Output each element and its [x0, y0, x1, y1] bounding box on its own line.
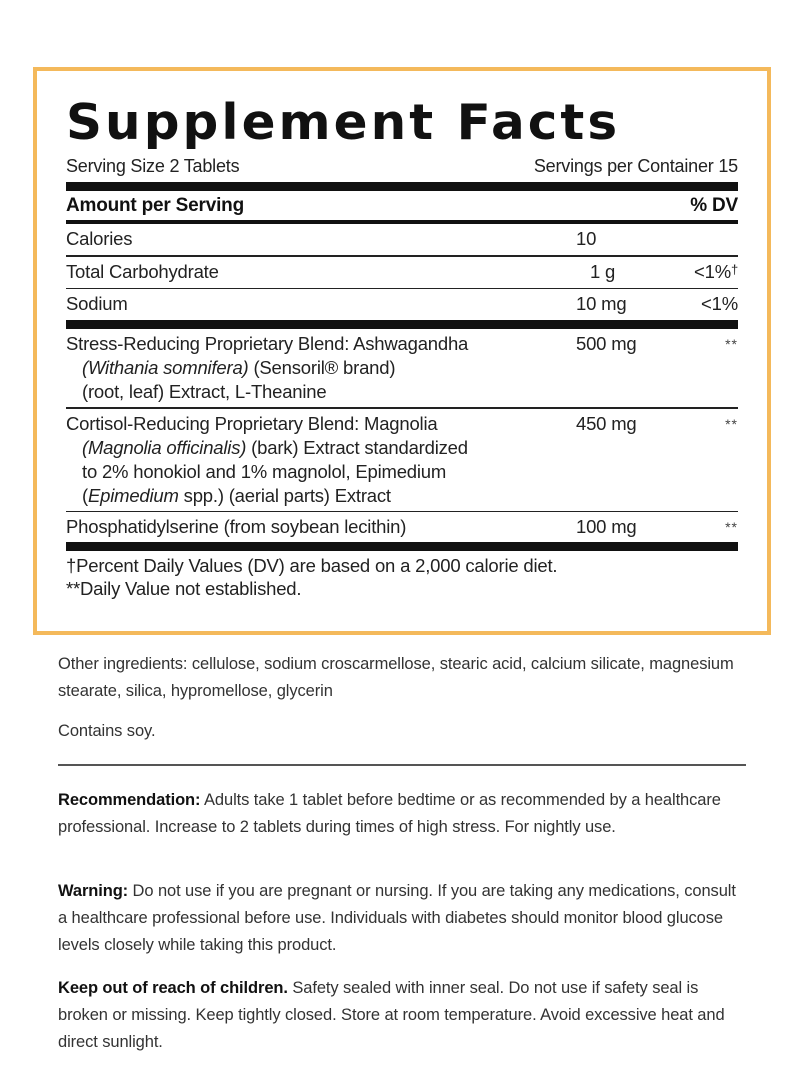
serving-info — [66, 155, 738, 177]
footnote-not-established: **Daily Value not established. — [66, 578, 302, 599]
recommendation-section — [58, 787, 746, 841]
blend-dv: ** — [725, 415, 738, 432]
blend-text: (Sensoril® brand) — [248, 357, 396, 378]
table-row — [66, 257, 738, 288]
ingredient-dv: ** — [725, 519, 738, 535]
keep-out-label: Keep out of reach of children. — [58, 979, 288, 997]
blend-line — [66, 356, 576, 380]
recommendation-text: Adults take 1 tablet before bedtime or as recommended by a healthcare professional. Increase to 2 tablets during times of high stress. For nightly use. — [58, 791, 721, 836]
table-row — [66, 512, 738, 542]
contains-text: Contains soy. — [58, 722, 156, 740]
nutrient-name: Calories — [66, 228, 133, 249]
nutrient-name: Total Carbohydrate — [66, 260, 219, 282]
blend-text: spp.) (aerial parts) Extract — [178, 484, 391, 506]
dv-label: % DV — [690, 195, 738, 216]
table-row — [66, 409, 738, 511]
blend-line: Stress-Reducing Proprietary Blend: Ashwagandha — [66, 333, 469, 354]
blend-line — [66, 436, 576, 460]
blend-name — [66, 332, 576, 404]
supplement-facts-content — [66, 71, 738, 600]
other-ingredients — [58, 651, 746, 705]
nutrient-amount: 10 — [576, 228, 597, 249]
blend-text: (bark) Extract standardized — [246, 436, 468, 458]
warning-label: Warning: — [58, 882, 129, 900]
nutrient-dv — [676, 260, 738, 284]
dagger-mark: † — [730, 261, 738, 277]
nutrient-amount: 10 mg — [576, 293, 627, 314]
nutrient-dv: <1% — [701, 293, 738, 314]
table-header — [66, 191, 738, 220]
footnotes — [66, 554, 738, 600]
table-row — [66, 224, 738, 255]
botanical-name: Epimedium — [87, 484, 179, 506]
blend-line: Cortisol-Reducing Proprietary Blend: Magnolia — [66, 412, 438, 434]
footnote-dv: †Percent Daily Values (DV) are based on a 2,000 calorie diet. — [66, 555, 558, 576]
divider-thick — [66, 542, 738, 551]
amount-per-serving-label: Amount per Serving — [66, 195, 244, 216]
warning-section — [58, 878, 746, 959]
keep-out-section — [58, 975, 746, 1056]
panel-title: Supplement Facts — [66, 94, 621, 151]
allergen-statement — [58, 718, 746, 745]
supplement-facts-panel — [33, 67, 771, 635]
blend-amount: 450 mg — [576, 412, 637, 434]
blend-dv: ** — [725, 336, 738, 352]
blend-line — [66, 484, 576, 508]
blend-text: ( — [82, 484, 88, 506]
blend-line: (root, leaf) Extract, L-Theanine — [82, 381, 327, 402]
section-divider — [58, 764, 746, 766]
table-row — [66, 289, 738, 320]
botanical-name: (Magnolia officinalis) — [82, 436, 247, 458]
dv-value: <1% — [694, 260, 731, 282]
other-ingredients-text: Other ingredients: cellulose, sodium croscarmellose, stearic acid, calcium silicate, magnesium stearate, silica, hypromellose, glycerin — [58, 655, 734, 700]
divider-thick — [66, 320, 738, 329]
blend-amount: 500 mg — [576, 333, 637, 354]
recommendation-label: Recommendation: — [58, 791, 201, 809]
nutrient-name: Sodium — [66, 293, 128, 314]
warning-text: Do not use if you are pregnant or nursing. If you are taking any medications, consult a healthcare professional before use. Individuals with diabetes should monitor blood glucose levels closely while taking this product. — [58, 882, 736, 954]
ingredient-name: Phosphatidylserine (from soybean lecithin) — [66, 516, 407, 537]
botanical-name: (Withania somnifera) — [82, 357, 249, 378]
nutrient-amount: 1 g — [590, 260, 616, 282]
keep-out-text: Safety sealed with inner seal. Do not use if safety seal is broken or missing. Keep tightly closed. Store at room temperature. Avoid excessive heat and direct sunlight. — [58, 979, 725, 1051]
ingredient-amount: 100 mg — [576, 516, 637, 537]
serving-size: Serving Size 2 Tablets — [66, 156, 240, 176]
blend-name — [66, 412, 576, 508]
servings-per-container: Servings per Container 15 — [533, 156, 738, 176]
blend-line: to 2% honokiol and 1% magnolol, Epimedium — [82, 460, 447, 482]
table-row — [66, 329, 738, 407]
divider-thick — [66, 182, 738, 191]
